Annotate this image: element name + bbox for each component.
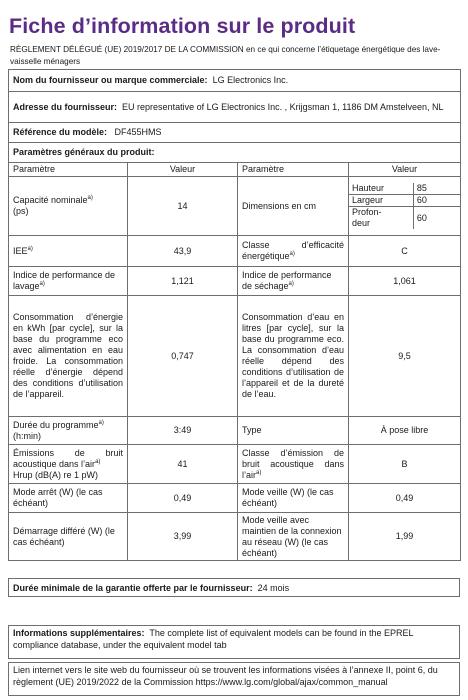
column-header-row <box>9 163 461 177</box>
noise-label: Émissions de bruit acoustique dans l’air <box>13 447 123 469</box>
noise-sup: a) <box>95 458 101 465</box>
noise-row <box>9 445 461 484</box>
delay-start-label: Démarrage différé (W) (le cas échéant) <box>9 513 128 561</box>
type-value: À pose libre <box>349 417 461 445</box>
supplier-name-value: LG Electronics Inc. <box>212 75 289 85</box>
general-params-label: Paramètres généraux du produit: <box>9 143 461 163</box>
performance-row <box>9 267 461 296</box>
eei-value: 43,9 <box>128 236 238 267</box>
dim-depth-value: 60 <box>413 207 460 230</box>
off-mode-label: Mode arrêt (W) (le cas échéant) <box>9 484 128 513</box>
energy-class-value: C <box>349 236 461 267</box>
supplier-name-row <box>9 70 461 92</box>
noise-class-value: B <box>349 445 461 484</box>
networked-standby-value: 1,99 <box>349 513 461 561</box>
regulation-text: RÈGLEMENT DÉLÉGUÉ (UE) 2019/2017 DE LA COMMISSION en ce qui concerne l’étiquetage énergétique des lave-vaisselle ménagers <box>10 45 441 66</box>
dim-depth-label: Profon- deur <box>349 207 413 230</box>
supplier-address-value: EU representative of LG Electronics Inc. , Krijgsman 1, 1186 DM Amstelveen, NL <box>122 101 444 112</box>
drying-label: Indice de performance de séchage <box>242 270 332 291</box>
drying-sup: a) <box>288 281 294 287</box>
general-params-row <box>9 143 461 163</box>
eei-label: IEE <box>13 245 28 256</box>
delay-network-row <box>9 513 461 561</box>
guarantee-box <box>8 578 460 597</box>
delay-start-value: 3,99 <box>128 513 238 561</box>
col-header-param-1: Paramètre <box>9 163 128 177</box>
model-ref-row <box>9 123 461 143</box>
capacity-sup: a) <box>87 195 93 201</box>
supplier-address-label: Adresse du fournisseur: <box>13 101 118 112</box>
capacity-value: 14 <box>128 177 238 236</box>
standby-value: 0,49 <box>349 484 461 513</box>
type-label: Type <box>238 417 349 445</box>
capacity-unit: (ps) <box>13 206 29 216</box>
water-consumption-label: Consommation d’eau en litres [par cycle], sur la base du programme eco. La consommation d’eau réelle dépend des conditions d’utilisation de l’appareil et de la dureté de l’eau. <box>238 296 349 417</box>
product-info-table <box>8 69 461 561</box>
supplier-address-row <box>9 92 461 123</box>
cleaning-sup: a) <box>39 281 45 287</box>
standby-label: Mode veille (W) (le cas échéant) <box>238 484 349 513</box>
model-ref-label: Référence du modèle: <box>13 127 108 137</box>
additional-info-label: Informations supplémentaires: <box>13 628 145 638</box>
additional-info-box <box>8 625 460 659</box>
dim-width-label: Largeur <box>349 195 413 207</box>
dim-width-value: 60 <box>413 195 460 207</box>
cleaning-label: Indice de performance de lavage <box>13 270 116 291</box>
col-header-value-1: Valeur <box>128 163 238 177</box>
model-ref-value: DF455HMS <box>114 127 162 137</box>
drying-value: 1,061 <box>349 267 461 296</box>
duration-label: Durée du programme <box>13 419 99 430</box>
dim-height-label: Hauteur <box>349 183 413 195</box>
col-header-value-2: Valeur <box>349 163 461 177</box>
weblink-box <box>8 662 460 696</box>
energy-consumption-label: Consommation d’énergie en kWh [par cycle], sur la base du programme eco avec alimentation en eau froide. La consommation réelle d’énergie dépend des conditions d’utilisation de l’appareil. <box>9 296 128 417</box>
water-consumption-value: 9,5 <box>349 296 461 417</box>
duration-sup: a) <box>98 419 104 426</box>
capacity-row <box>9 177 461 236</box>
energy-class-sup: a) <box>289 251 295 257</box>
duration-unit: (h:min) <box>13 430 42 441</box>
noise-class-label: Classe d’émission de bruit acoustique dans l’air <box>242 447 344 480</box>
energy-class-label: Classe d’efficacité énergétique <box>242 240 344 261</box>
consumption-row <box>9 296 461 417</box>
guarantee-label: Durée minimale de la garantie offerte par le fournisseur: <box>13 583 253 593</box>
additional-info-value: The complete list of equivalent models can be found in the EPREL compliance database, under the equivalent model tab <box>13 628 414 650</box>
noise-unit: Hrup (dB(A) re 1 pW) <box>13 469 99 480</box>
dimensions-label: Dimensions en cm <box>238 177 349 236</box>
duration-row <box>9 417 461 445</box>
dim-height-value: 85 <box>413 183 460 195</box>
supplier-name-label: Nom du fournisseur ou marque commerciale: <box>13 75 208 85</box>
weblink-text: Lien internet vers le site web du fournisseur où se trouvent les informations visées à l’annexe II, point 6, du règlement (UE) 2019/2022 de la Commission https://www.lg.com/global/ajax/common_manual <box>13 665 438 687</box>
page-title: Fiche d’information sur le produit <box>9 14 356 38</box>
off-standby-row <box>9 484 461 513</box>
cleaning-value: 1,121 <box>128 267 238 296</box>
noise-value: 41 <box>128 445 238 484</box>
networked-standby-label: Mode veille avec maintien de la connexion au réseau (W) (le cas échéant) <box>238 513 349 561</box>
energy-consumption-value: 0,747 <box>128 296 238 417</box>
guarantee-value: 24 mois <box>257 583 290 593</box>
capacity-label: Capacité nominale <box>13 195 88 205</box>
duration-value: 3:49 <box>128 417 238 445</box>
eei-sup: a) <box>27 245 33 252</box>
off-mode-value: 0,49 <box>128 484 238 513</box>
col-header-param-2: Paramètre <box>238 163 349 177</box>
dimensions-table <box>349 183 460 229</box>
eei-row <box>9 236 461 267</box>
noise-class-sup: a) <box>256 469 262 476</box>
